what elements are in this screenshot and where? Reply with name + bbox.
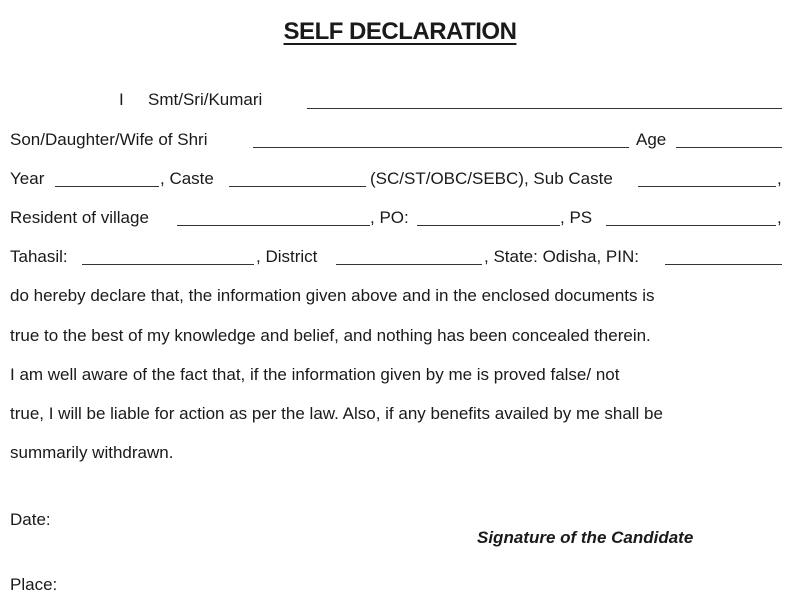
comma: , xyxy=(777,208,782,227)
comma: , xyxy=(777,169,782,188)
declaration-paragraph xyxy=(10,286,786,476)
declaration-line: do hereby declare that, the information given above and in the enclosed documents is xyxy=(10,286,655,305)
state-pin-label: , State: Odisha, PIN: xyxy=(484,247,639,266)
declaration-line: I am well aware of the fact that, if the information given by me is proved false/ not xyxy=(10,365,620,384)
sub-caste-blank-field[interactable] xyxy=(638,186,776,187)
age-label: Age xyxy=(636,130,667,149)
village-label: Resident of village xyxy=(10,208,149,227)
tahasil-blank-field[interactable] xyxy=(82,264,254,265)
name-label: Smt/Sri/Kumari xyxy=(148,90,263,109)
guardian-blank-field[interactable] xyxy=(253,147,629,148)
year-blank-field[interactable] xyxy=(55,186,159,187)
place-label: Place: xyxy=(10,575,58,594)
po-blank-field[interactable] xyxy=(417,225,560,226)
signature-label: Signature of the Candidate xyxy=(477,528,694,547)
pin-blank-field[interactable] xyxy=(665,264,782,265)
year-label: Year xyxy=(10,169,45,188)
declaration-line: summarily withdrawn. xyxy=(10,443,174,462)
guardian-label: Son/Daughter/Wife of Shri xyxy=(10,130,208,149)
po-label: , PO: xyxy=(370,208,409,227)
district-label: , District xyxy=(256,247,318,266)
declaration-line: true, I will be liable for action as per the law. Also, if any benefits availed by me shall be xyxy=(10,404,663,423)
village-blank-field[interactable] xyxy=(177,225,370,226)
age-blank-field[interactable] xyxy=(676,147,782,148)
ps-blank-field[interactable] xyxy=(606,225,776,226)
name-blank-field[interactable] xyxy=(307,108,782,109)
declaration-line: true to the best of my knowledge and belief, and nothing has been concealed therein. xyxy=(10,326,651,345)
pronoun-label: I xyxy=(119,90,124,109)
caste-label: , Caste xyxy=(160,169,214,188)
tahasil-label: Tahasil: xyxy=(10,247,68,266)
ps-label: , PS xyxy=(560,208,593,227)
district-blank-field[interactable] xyxy=(336,264,482,265)
caste-blank-field[interactable] xyxy=(229,186,366,187)
page-title: SELF DECLARATION xyxy=(283,18,517,45)
date-label: Date: xyxy=(10,510,51,529)
caste-options-label: (SC/ST/OBC/SEBC), Sub Caste xyxy=(370,169,613,188)
